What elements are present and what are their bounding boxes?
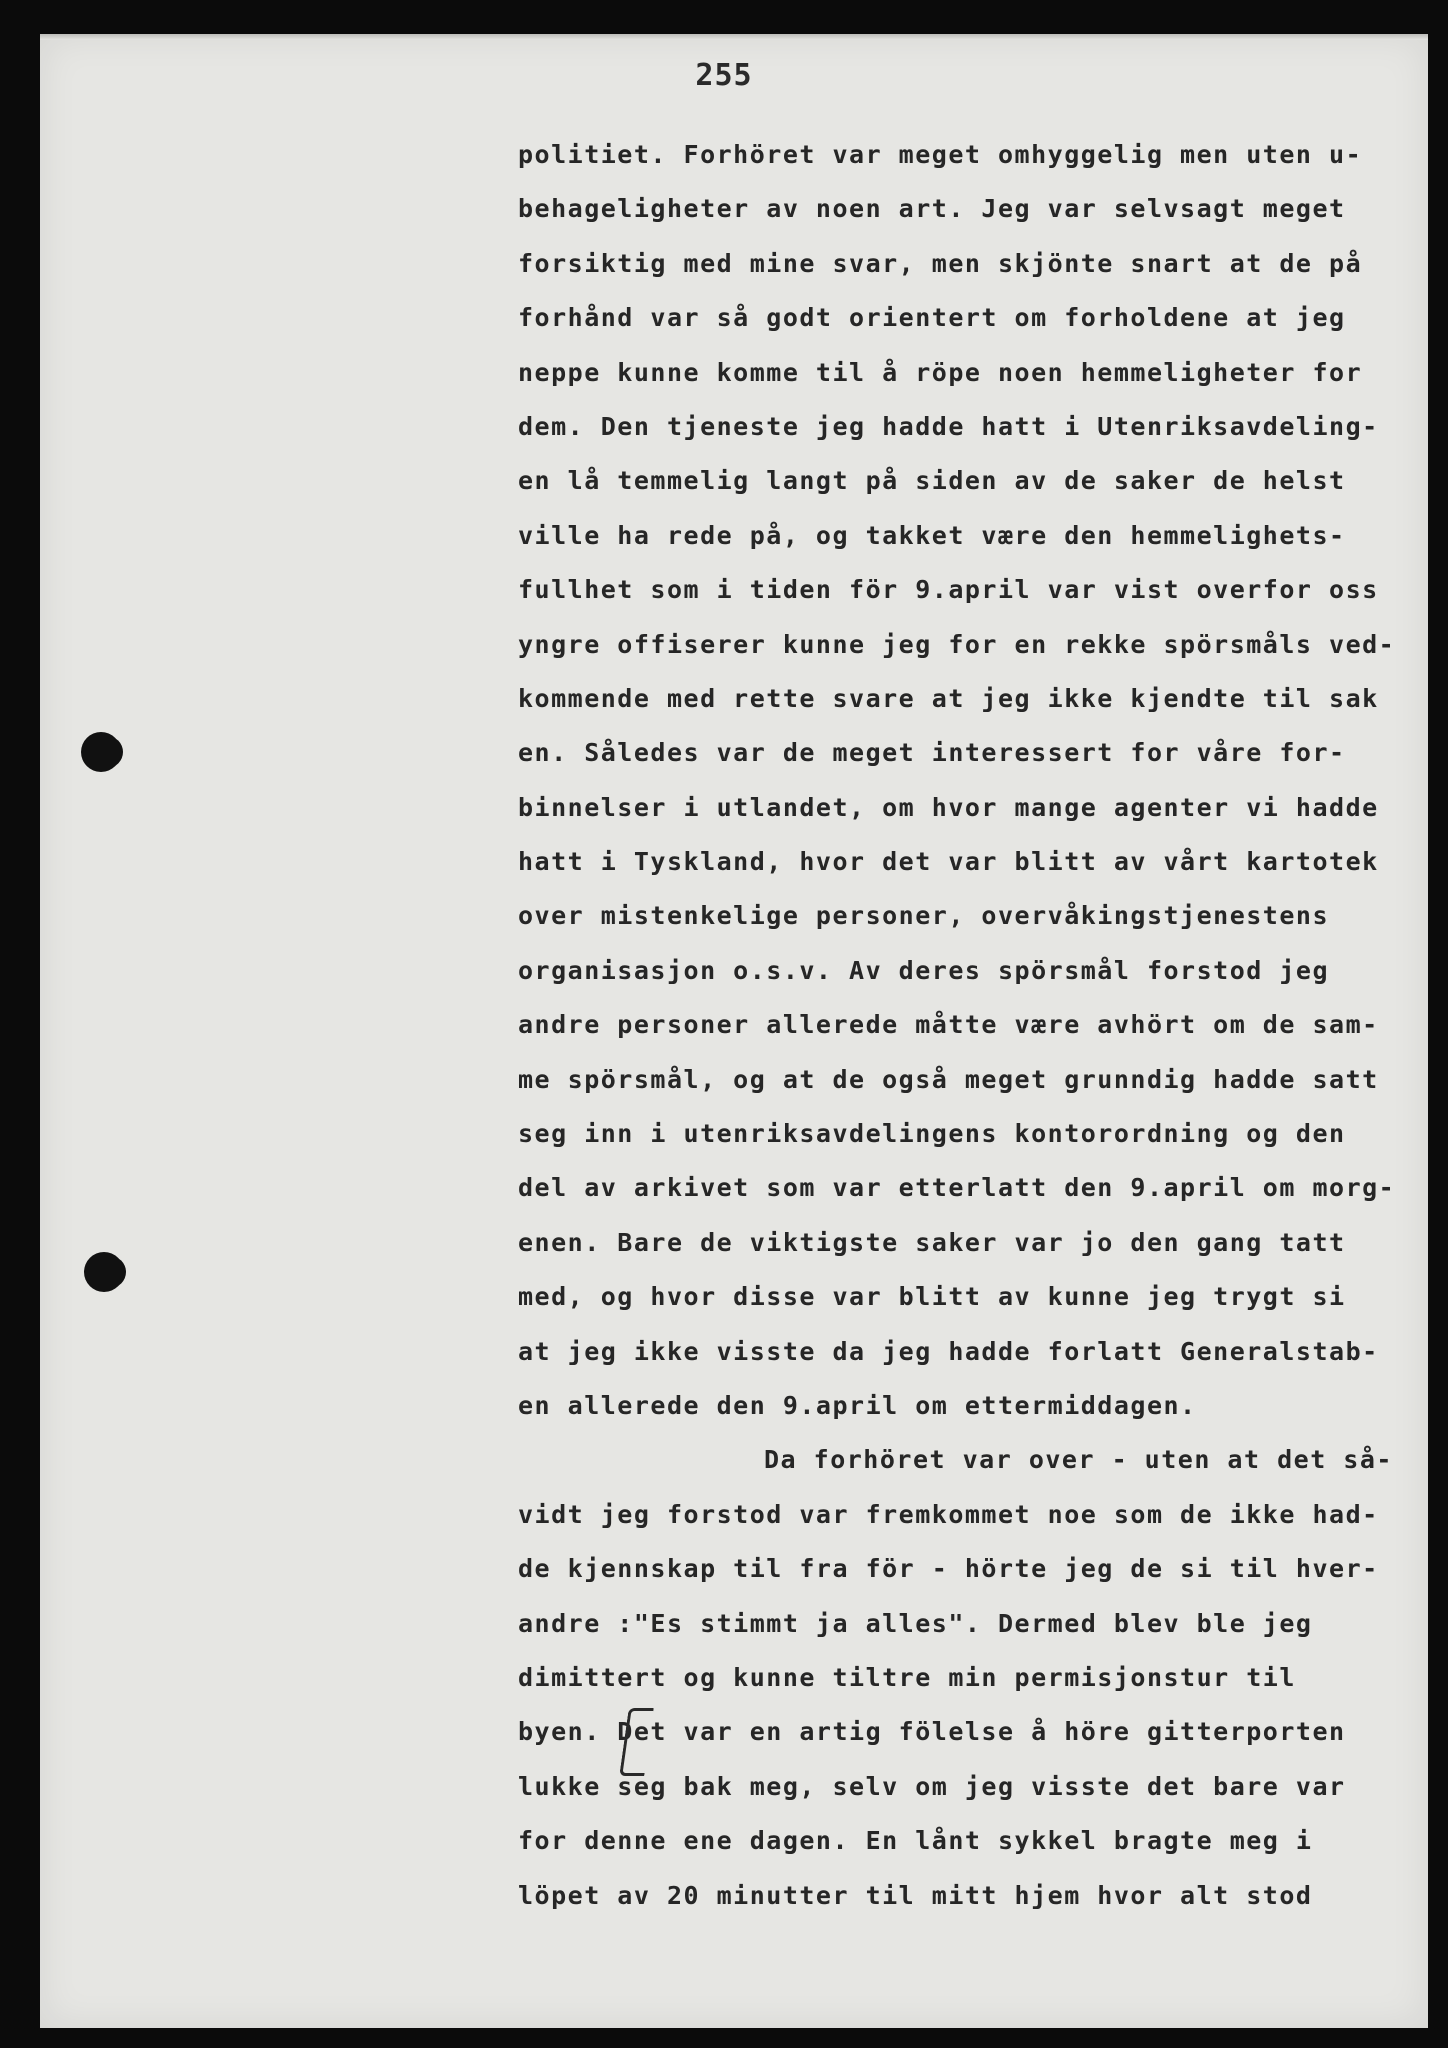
text-line: kommende med rette svare at jeg ikke kjendte til sak bbox=[518, 683, 1379, 713]
typewritten-text bbox=[518, 128, 1408, 1923]
text-line: yngre offiserer kunne jeg for en rekke spörsmåls ved- bbox=[518, 629, 1396, 659]
text-line: en allerede den 9.april om ettermiddagen. bbox=[518, 1390, 1197, 1420]
text-line: dimittert og kunne tiltre min permisjonstur til bbox=[518, 1662, 1296, 1692]
paragraph bbox=[518, 1433, 1408, 1923]
text-line: Da forhöret var over - uten at det så- bbox=[764, 1445, 1393, 1475]
text-line: dem. Den tjeneste jeg hadde hatt i Utenriksavdeling- bbox=[518, 411, 1379, 441]
text-line: enen. Bare de viktigste saker var jo den gang tatt bbox=[518, 1227, 1346, 1257]
text-line: en. Således var de meget interessert for våre for- bbox=[518, 738, 1346, 768]
text-line: binnelser i utlandet, om hvor mange agenter vi hadde bbox=[518, 792, 1379, 822]
text-line: vidt jeg forstod var fremkommet noe som de ikke had- bbox=[518, 1499, 1379, 1529]
text-line: ville ha rede på, og takket være den hemmelighets- bbox=[518, 520, 1346, 550]
text-line: andre :"Es stimmt ja alles". Dermed blev ble jeg bbox=[518, 1608, 1313, 1638]
text-line: organisasjon o.s.v. Av deres spörsmål forstod jeg bbox=[518, 955, 1330, 985]
text-line: lukke seg bak meg, selv om jeg visste det bare var bbox=[518, 1771, 1346, 1801]
text-line: seg inn i utenriksavdelingens kontorordning og den bbox=[518, 1119, 1346, 1149]
text-line: fullhet som i tiden för 9.april var vist overfor oss bbox=[518, 575, 1379, 605]
text-line: andre personer allerede måtte være avhört om de sam- bbox=[518, 1010, 1379, 1040]
text-line: en lå temmelig langt på siden av de saker de helst bbox=[518, 466, 1346, 496]
page-number: 255 bbox=[695, 58, 753, 93]
page-edge bbox=[40, 34, 1428, 40]
text-line: del av arkivet som var etterlatt den 9.april om morg- bbox=[518, 1173, 1396, 1203]
text-line: for denne ene dagen. En lånt sykkel bragte meg i bbox=[518, 1826, 1313, 1856]
text-line: at jeg ikke visste da jeg hadde forlatt Generalstab- bbox=[518, 1336, 1379, 1366]
punch-hole bbox=[84, 1252, 124, 1292]
text-line: forhånd var så godt orientert om forholdene at jeg bbox=[518, 303, 1346, 333]
punch-hole bbox=[81, 732, 121, 772]
text-line: politiet. Forhöret var meget omhyggelig men uten u- bbox=[518, 140, 1363, 169]
text-line: med, og hvor disse var blitt av kunne jeg trygt si bbox=[518, 1282, 1346, 1312]
paragraph bbox=[518, 128, 1408, 1433]
text-line: hatt i Tyskland, hvor det var blitt av vårt kartotek bbox=[518, 847, 1379, 877]
text-line: byen. Det var en artig fölelse å höre gitterporten bbox=[518, 1717, 1346, 1747]
text-line: de kjennskap til fra för - hörte jeg de si til hver- bbox=[518, 1554, 1379, 1584]
text-line: neppe kunne komme til å röpe noen hemmeligheter for bbox=[518, 357, 1363, 387]
text-line: me spörsmål, og at de også meget grunndig hadde satt bbox=[518, 1064, 1379, 1094]
text-line: löpet av 20 minutter til mitt hjem hvor alt stod bbox=[518, 1880, 1313, 1910]
text-line: over mistenkelige personer, overvåkingstjenestens bbox=[518, 901, 1330, 931]
text-line: forsiktig med mine svar, men skjönte snart at de på bbox=[518, 248, 1363, 278]
text-line: behageligheter av noen art. Jeg var selvsagt meget bbox=[518, 194, 1346, 224]
